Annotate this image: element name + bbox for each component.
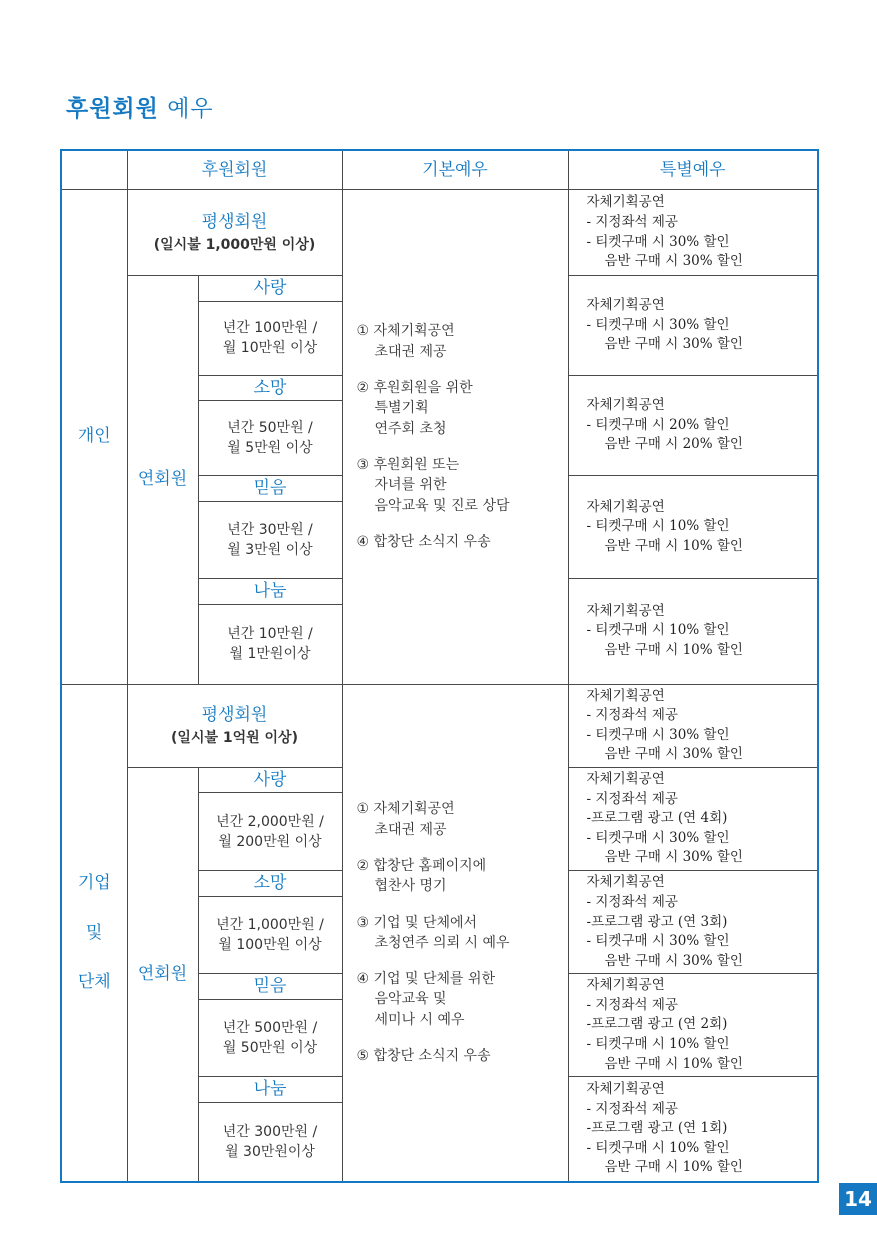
header-special: 특별예우 [568,150,818,190]
lifetime-name: 평생회원 [201,212,268,233]
individual-special-tier: 자체기획공연 - 티켓구매 시 10% 할인 음반 구매 시 10% 할인 [568,578,818,684]
page-title-bold: 후원회원 [66,96,159,122]
tier-condition: 년간 100만원 / 월 10만원 이상 [198,301,342,375]
group-corporate: 기업 및 단체 [61,684,127,1182]
page-title [66,90,214,123]
lifetime-condition: (일시불 1,000만원 이상) [153,236,316,253]
basic-item: ② 후원회원을 위한 특별기획 연주회 초청 [356,380,473,437]
corporate-special-tier: 자체기획공연 - 지정좌석 제공 -프로그램 광고 (연 3회) - 티켓구매 시 30% 할인 음반 구매 시 30% 할인 [568,871,818,974]
tier-condition: 년간 500만원 / 월 50만원 이상 [198,999,342,1076]
table-header-row [61,150,818,190]
basic-item: ④ 기업 및 단체를 위한 음악교육 및 세미나 시 예우 [356,971,496,1028]
basic-item: ③ 후원회원 또는 자녀를 위한 음악교육 및 진로 상담 [356,456,510,514]
basic-item: ② 합창단 홈페이지에 협찬사 명기 [356,858,487,895]
tier-condition: 년간 30만원 / 월 3만원 이상 [198,501,342,578]
basic-item: ⑤ 합창단 소식지 우송 [356,1048,491,1065]
tier-condition: 년간 10만원 / 월 1만원이상 [198,604,342,684]
tier-name: 사랑 [198,767,342,793]
corporate-special-lifetime: 자체기획공연 - 지정좌석 제공 - 티켓구매 시 30% 할인 음반 구매 시 30% 할인 [568,684,818,767]
tier-name: 나눔 [198,578,342,604]
tier-name: 믿음 [198,476,342,502]
corporate-special-tier: 자체기획공연 - 지정좌석 제공 -프로그램 광고 (연 4회) - 티켓구매 시 30% 할인 음반 구매 시 30% 할인 [568,767,818,871]
individual-special-tier: 자체기획공연 - 티켓구매 시 30% 할인 음반 구매 시 30% 할인 [568,276,818,376]
basic-item: ④ 합창단 소식지 우송 [356,533,491,550]
header-blank [61,150,127,190]
group-individual: 개인 [61,190,127,685]
tier-name: 소망 [198,871,342,897]
corporate-special-tier: 자체기획공연 - 지정좌석 제공 -프로그램 광고 (연 2회) - 티켓구매 시 10% 할인 음반 구매 시 10% 할인 [568,974,818,1077]
tier-name: 사랑 [198,276,342,302]
tier-name: 소망 [198,375,342,401]
table-row [61,190,818,276]
tier-name: 나눔 [198,1077,342,1103]
individual-special-tier: 자체기획공연 - 티켓구매 시 10% 할인 음반 구매 시 10% 할인 [568,476,818,579]
lifetime-name: 평생회원 [201,705,268,726]
individual-special-lifetime: 자체기획공연 - 지정좌석 제공 - 티켓구매 시 30% 할인 음반 구매 시 30% 할인 [568,190,818,276]
individual-special-tier: 자체기획공연 - 티켓구매 시 20% 할인 음반 구매 시 20% 할인 [568,375,818,476]
corporate-lifetime [127,684,342,767]
corporate-basic-benefits [342,684,568,1182]
tier-condition: 년간 50만원 / 월 5만원 이상 [198,401,342,476]
lifetime-condition: (일시불 1억원 이상) [171,729,298,746]
page-number: 14 [839,1183,877,1215]
header-basic: 기본예우 [342,150,568,190]
header-member: 후원회원 [127,150,342,190]
page-title-normal: 예우 [167,96,214,122]
individual-lifetime [127,190,342,276]
individual-annual-label: 연회원 [127,276,198,685]
tier-name: 믿음 [198,974,342,1000]
corporate-special-tier: 자체기획공연 - 지정좌석 제공 -프로그램 광고 (연 1회) - 티켓구매 시 10% 할인 음반 구매 시 10% 할인 [568,1077,818,1183]
individual-basic-benefits [342,190,568,685]
tier-condition: 년간 2,000만원 / 월 200만원 이상 [198,793,342,871]
basic-item: ③ 기업 및 단체에서 초청연주 의뢰 시 예우 [356,914,510,951]
basic-item: ① 자체기획공연 초대권 제공 [356,801,455,838]
basic-item: ① 자체기획공연 초대권 제공 [356,323,455,360]
tier-condition: 년간 1,000만원 / 월 100만원 이상 [198,897,342,974]
benefits-table [60,149,819,1183]
table-row [61,684,818,767]
corporate-annual-label: 연회원 [127,767,198,1182]
tier-condition: 년간 300만원 / 월 30만원이상 [198,1102,342,1182]
